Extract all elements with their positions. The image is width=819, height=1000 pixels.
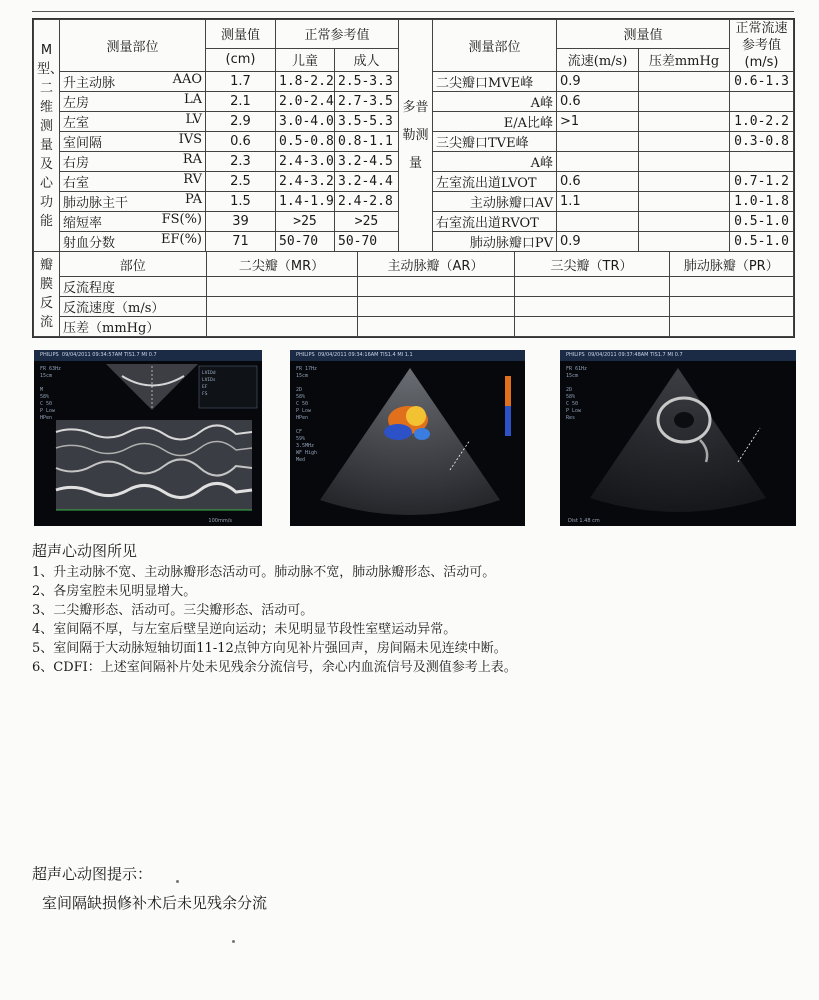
findings-title: 超声心动图所见 xyxy=(32,542,138,560)
finding-item: 5、室间隔于大动脉短轴切面11-12点钟方向见补片强回声，房间隔未见连续中断。 xyxy=(32,641,507,656)
svg-text:EF: EF xyxy=(202,385,208,390)
valve-row-label: 压差（mmHg） xyxy=(60,317,206,337)
valve-cell xyxy=(669,317,793,337)
valve-cell xyxy=(514,317,669,337)
valve-cell xyxy=(669,277,793,297)
m-row-abbr: IVS xyxy=(178,132,202,147)
m-row-adult: 50-70 xyxy=(335,232,399,252)
valve-cell xyxy=(357,317,514,337)
m-header-part: 测量部位 xyxy=(60,20,206,72)
m-row-value: 0.6 xyxy=(206,132,276,152)
d-row-gradient xyxy=(639,112,730,132)
valve-header-tr: 三尖瓣（TR） xyxy=(514,252,669,277)
d-row-name: 主动脉瓣口AV xyxy=(433,192,557,212)
echo-image-doppler xyxy=(290,350,525,526)
m-row-child: 2.4-3.0 xyxy=(276,152,335,172)
echo-header-text: 09/04/2011 09:34:16AM TIS1.4 MI 1.1 xyxy=(317,352,413,358)
m-row-adult: >25 xyxy=(335,212,399,232)
valve-cell xyxy=(669,297,793,317)
valve-row-label: 反流速度（m/s） xyxy=(60,297,206,317)
m-row-child: 2.0-2.4 xyxy=(276,92,335,112)
d-row-velocity: 0.6 xyxy=(557,172,639,192)
m-row-label: 左室 xyxy=(63,116,90,131)
m-row-child: 2.4-3.2 xyxy=(276,172,335,192)
m-row-name xyxy=(60,92,206,112)
valve-header-pr: 肺动脉瓣（PR） xyxy=(669,252,793,277)
m-row-value: 2.1 xyxy=(206,92,276,112)
valve-cell xyxy=(206,317,357,337)
valve-table xyxy=(60,252,793,336)
valve-cell xyxy=(357,297,514,317)
m-row-child: 0.5-0.8 xyxy=(276,132,335,152)
m-row-name xyxy=(60,232,206,252)
d-row-velocity xyxy=(557,132,639,152)
m-row-child: 1.8-2.2 xyxy=(276,72,335,92)
echo-foot: 100mm/s xyxy=(208,518,232,524)
m-header-normal: 正常参考值 xyxy=(276,20,399,49)
m-row-adult: 2.7-3.5 xyxy=(335,92,399,112)
m-row-label: 缩短率 xyxy=(63,216,103,231)
m-row-value: 1.7 xyxy=(206,72,276,92)
echo-image-2d xyxy=(560,350,796,526)
d-row-normal: 1.0-2.2 xyxy=(730,112,794,132)
d-row-velocity: 0.9 xyxy=(557,232,639,252)
m-row-abbr: PA xyxy=(185,192,202,207)
m-row-label: 右室 xyxy=(63,176,90,191)
d-row-velocity: 0.6 xyxy=(557,92,639,112)
d-row-normal xyxy=(730,152,794,172)
d-row-name: 二尖瓣口MVE峰 xyxy=(433,72,557,92)
valve-cell xyxy=(206,297,357,317)
echo-brand: PHILIPS xyxy=(296,352,315,358)
d-row-normal: 0.7-1.2 xyxy=(730,172,794,192)
m-row-label: 左房 xyxy=(63,96,90,111)
valve-header-ar: 主动脉瓣（AR） xyxy=(357,252,514,277)
m-row-label: 室间隔 xyxy=(63,136,103,151)
twod-scan xyxy=(560,350,796,526)
d-row-name: 右室流出道RVOT xyxy=(433,212,557,232)
d-row-gradient xyxy=(639,232,730,252)
m-row-child: 1.4-1.9 xyxy=(276,192,335,212)
valve-table-cell xyxy=(60,252,794,337)
echo-header-text: 09/04/2011 09:34:57AM TIS1.7 MI 0.7 xyxy=(61,352,157,358)
doppler-section-label: 多普勒测量 xyxy=(399,20,433,252)
conclusion-title: 超声心动图提示： xyxy=(32,865,153,883)
m-row-name xyxy=(60,192,206,212)
d-row-velocity: 0.9 xyxy=(557,72,639,92)
valve-header-part: 部位 xyxy=(60,252,206,277)
m-row-abbr: EF(%) xyxy=(160,232,202,247)
d-row-normal: 0.5-1.0 xyxy=(730,212,794,232)
m-row-abbr: FS(%) xyxy=(161,212,202,227)
m-row-label: 右房 xyxy=(63,156,90,171)
scan-speck xyxy=(232,940,235,943)
echo-brand: PHILIPS xyxy=(40,352,59,358)
d-row-name: A峰 xyxy=(433,152,557,172)
measurement-body xyxy=(34,20,794,337)
finding-item: 1、升主动脉不宽、主动脉瓣形态活动可。肺动脉不宽，肺动脉瓣形态、活动可。 xyxy=(32,565,496,580)
valve-cell xyxy=(514,277,669,297)
finding-item: 6、CDFI：上述室间隔补片处未见残余分流信号，余心内血流信号及测值参考上表。 xyxy=(32,660,517,675)
mmode-trace xyxy=(34,350,262,526)
m-row-name xyxy=(60,172,206,192)
d-header-gradient: 压差mmHg xyxy=(639,48,730,71)
d-row-normal: 0.6-1.3 xyxy=(730,72,794,92)
m-row-value: 2.9 xyxy=(206,112,276,132)
m-row-name xyxy=(60,212,206,232)
valve-cell xyxy=(357,277,514,297)
echo-brand: PHILIPS xyxy=(566,352,585,358)
scan-speck xyxy=(176,880,179,883)
d-header-value: 测量值 xyxy=(557,20,730,49)
echo-image-mmode xyxy=(34,350,262,526)
d-row-gradient xyxy=(639,72,730,92)
d-row-gradient xyxy=(639,212,730,232)
regurgitation-section-label: 瓣膜反流 xyxy=(34,252,60,337)
d-row-normal: 0.5-1.0 xyxy=(730,232,794,252)
d-row-gradient xyxy=(639,92,730,112)
m-row-abbr: AAO xyxy=(172,72,202,87)
d-header-normal: 正常流速参考值(m/s) xyxy=(730,20,794,72)
top-rule xyxy=(32,11,794,12)
echo-foot: Dist 1.48 cm xyxy=(568,518,600,524)
m-row-label: 肺动脉主干 xyxy=(63,196,129,211)
d-row-gradient xyxy=(639,172,730,192)
d-row-normal xyxy=(730,92,794,112)
valve-cell xyxy=(206,277,357,297)
finding-item: 4、室间隔不厚，与左室后壁呈逆向运动；未见明显节段性室壁运动异常。 xyxy=(32,622,457,637)
echo-images xyxy=(34,350,796,526)
valve-header-mr: 二尖瓣（MR） xyxy=(206,252,357,277)
m-row-abbr: LV xyxy=(185,112,202,127)
d-row-normal: 1.0-1.8 xyxy=(730,192,794,212)
m-row-adult: 3.5-5.3 xyxy=(335,112,399,132)
d-row-velocity: 1.1 xyxy=(557,192,639,212)
m-row-value: 71 xyxy=(206,232,276,252)
m-row-label: 升主动脉 xyxy=(63,76,116,91)
m-row-child: 50-70 xyxy=(276,232,335,252)
d-row-velocity: >1 xyxy=(557,112,639,132)
m-row-child: 3.0-4.0 xyxy=(276,112,335,132)
d-row-name: 左室流出道LVOT xyxy=(433,172,557,192)
svg-text:FS: FS xyxy=(202,392,208,397)
d-row-name: 肺动脉瓣口PV xyxy=(433,232,557,252)
m-row-adult: 3.2-4.5 xyxy=(335,152,399,172)
d-row-name: A峰 xyxy=(433,92,557,112)
conclusion-text: 室间隔缺损修补术后未见残余分流 xyxy=(42,894,268,912)
d-row-normal: 0.3-0.8 xyxy=(730,132,794,152)
d-row-velocity xyxy=(557,212,639,232)
m-header-child: 儿童 xyxy=(276,48,335,71)
findings-section xyxy=(32,540,802,677)
m-row-label: 射血分数 xyxy=(63,236,116,251)
m-header-adult: 成人 xyxy=(335,48,399,71)
d-row-velocity xyxy=(557,152,639,172)
m-row-value: 39 xyxy=(206,212,276,232)
m-row-adult: 2.5-3.3 xyxy=(335,72,399,92)
m-header-unit: (cm) xyxy=(206,48,276,71)
d-row-name: E/A比峰 xyxy=(433,112,557,132)
echo-info: FR 17Hz 15cm 2D 58% C 50 P Low HPen CF 59% 3.5MHz WF High Med xyxy=(296,366,318,463)
d-row-gradient xyxy=(639,152,730,172)
echo-info: FR 63Hz 15cm M 58% C 50 P Low HPen xyxy=(40,366,62,421)
doppler-scan xyxy=(290,350,525,526)
svg-text:LVIDs: LVIDs xyxy=(202,378,216,383)
m-row-abbr: RA xyxy=(182,152,202,167)
d-row-gradient xyxy=(639,132,730,152)
finding-item: 2、各房室腔未见明显增大。 xyxy=(32,584,197,599)
m-row-value: 1.5 xyxy=(206,192,276,212)
m-row-adult: 2.4-2.8 xyxy=(335,192,399,212)
m-row-name xyxy=(60,112,206,132)
m-row-name xyxy=(60,72,206,92)
d-row-gradient xyxy=(639,192,730,212)
m-row-name xyxy=(60,152,206,172)
d-header-velocity: 流速(m/s) xyxy=(557,48,639,71)
m-row-adult: 3.2-4.4 xyxy=(335,172,399,192)
d-header-part: 测量部位 xyxy=(433,20,557,72)
svg-text:LVIDd: LVIDd xyxy=(202,371,216,376)
m-row-abbr: LA xyxy=(183,92,202,107)
m-header-value: 测量值 xyxy=(206,20,276,49)
m-row-value: 2.3 xyxy=(206,152,276,172)
conclusion-section xyxy=(32,863,267,913)
m-row-adult: 0.8-1.1 xyxy=(335,132,399,152)
measurement-table xyxy=(33,19,794,337)
valve-cell xyxy=(514,297,669,317)
echo-header-text: 09/04/2011 09:37:48AM TIS1.7 MI 0.7 xyxy=(587,352,683,358)
m-row-value: 2.5 xyxy=(206,172,276,192)
echo-info: FR 61Hz 15cm 2D 58% C 50 P Low Res xyxy=(566,366,588,421)
m-mode-section-label: M型、二维测量及心功能 xyxy=(34,20,60,252)
m-row-abbr: RV xyxy=(183,172,202,187)
measurement-report xyxy=(32,18,795,338)
finding-item: 3、二尖瓣形态、活动可。三尖瓣形态、活动可。 xyxy=(32,603,314,618)
m-row-child: >25 xyxy=(276,212,335,232)
m-row-name xyxy=(60,132,206,152)
d-row-name: 三尖瓣口TVE峰 xyxy=(433,132,557,152)
valve-row-label: 反流程度 xyxy=(60,277,206,297)
